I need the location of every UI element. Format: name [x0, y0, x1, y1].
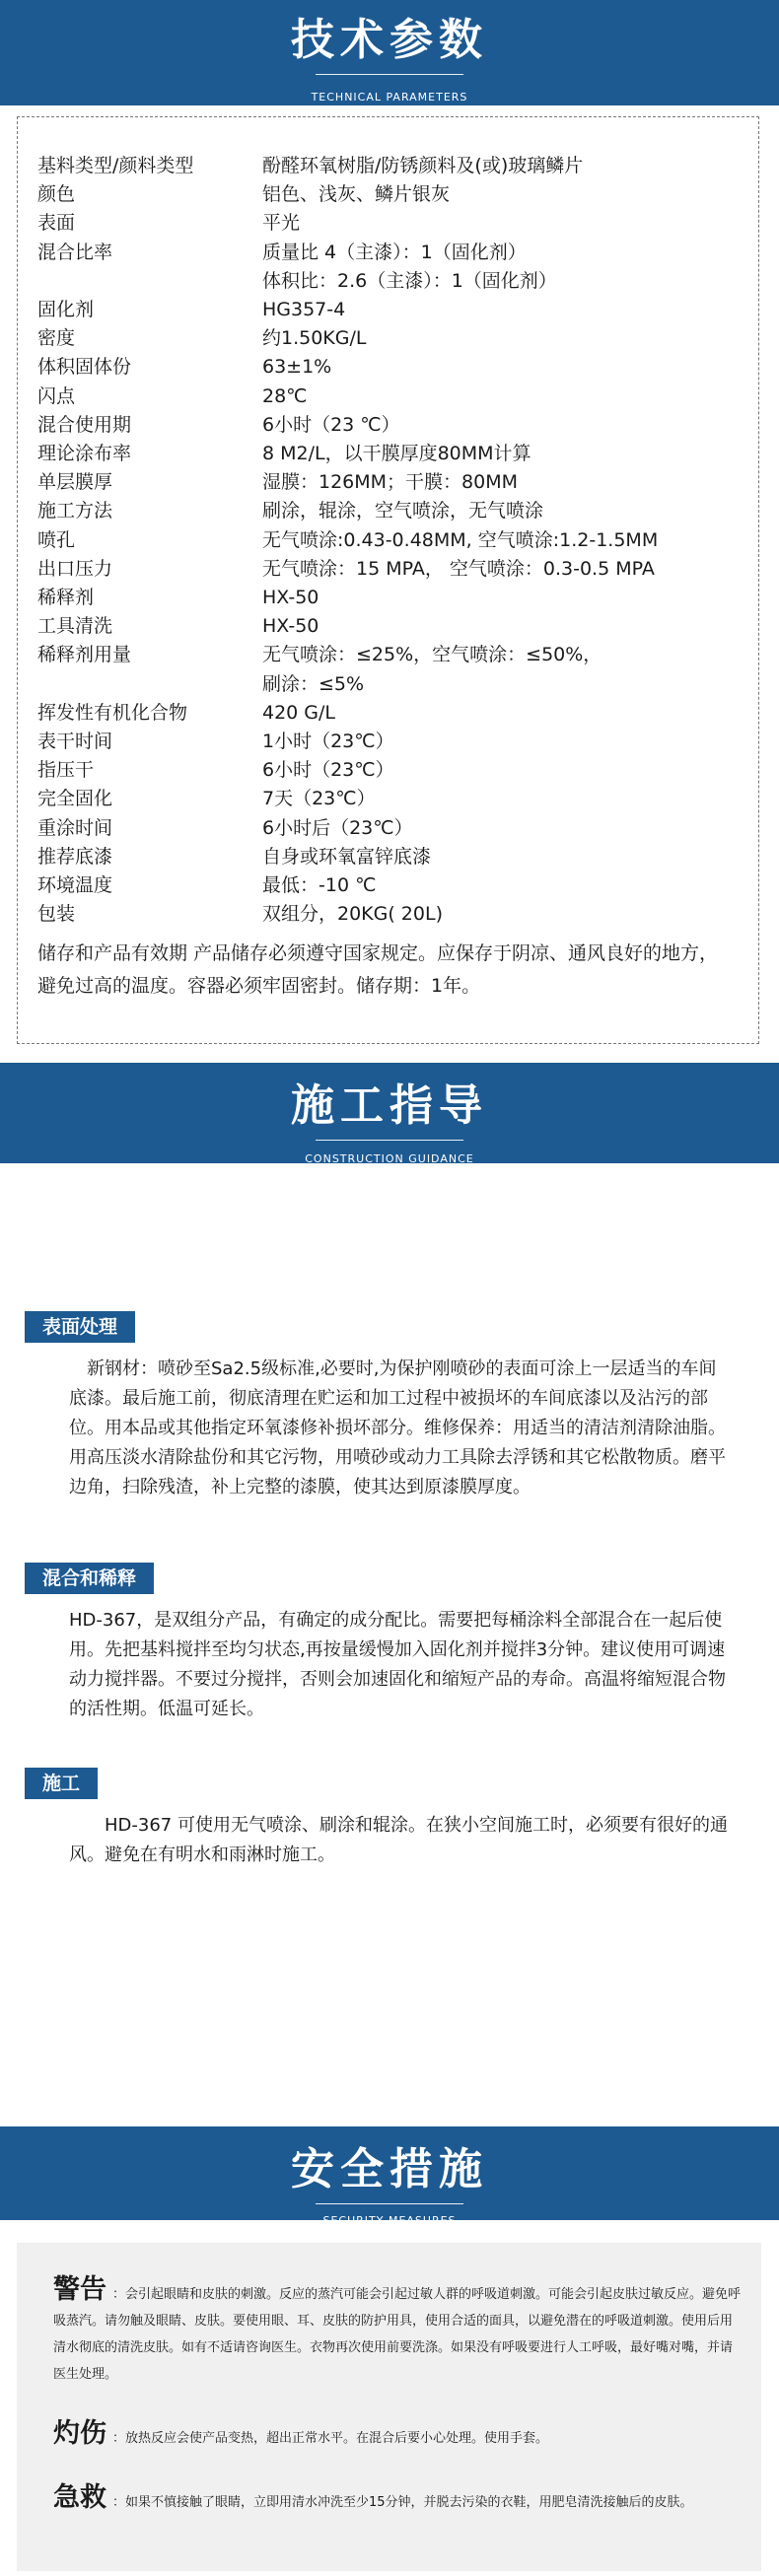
param-label: 表干时间: [37, 731, 113, 752]
param-label: 出口压力: [37, 558, 113, 580]
burn-item: [53, 2420, 744, 2452]
banner-subtitle: SECURITY MEASURES: [322, 2214, 457, 2227]
surface-prep-text: 新钢材：喷砂至Sa2.5级标准,必要时,为保护刚喷砂的表面可涂上一层适当的车间底漆。最后施工前，彻底清理在贮运和加工过程中被损坏的车间底漆以及沾污的部位。用本品或其他指定环氧漆修补损坏部分。维修保养：用适当的清洁剂清除油脂。用高压淡水清除盐份和其它污物，用喷砂或动力工具除去浮锈和其它松散物质。磨平边角，扫除残渣，补上完整的漆膜，使其达到原漆膜厚度。: [69, 1358, 726, 1497]
banner-title: 施工指导: [291, 1080, 488, 1131]
banner-title: 安全措施: [291, 2144, 488, 2194]
construction-guidance-banner: [0, 1063, 779, 1163]
param-label: 固化剂: [37, 299, 95, 320]
param-value: 铝色、浅灰、鳞片银灰: [262, 183, 451, 205]
param-label: 重涂时间: [37, 817, 113, 839]
param-value: 刷涂：≤5%: [262, 673, 365, 695]
param-label: 密度: [37, 327, 76, 349]
first-aid-text: ：如果不慎接触了眼睛，立即用清水冲洗至少15分钟，并脱去污染的衣鞋，用肥皂清洗接触后的皮肤。: [112, 2495, 693, 2510]
section-tag-application: 施工: [25, 1768, 98, 1799]
param-value: HG357-4: [262, 299, 346, 320]
param-label: 喷孔: [37, 529, 76, 551]
param-value: 63±1%: [262, 356, 332, 378]
param-value: 刷涂，辊涂，空气喷涂，无气喷涂: [262, 500, 544, 522]
param-value: 无气喷涂：15 MPA， 空气喷涂：0.3-0.5 MPA: [262, 558, 655, 580]
banner-subtitle: CONSTRUCTION GUIDANCE: [305, 1152, 474, 1165]
param-value: 7天（23℃）: [262, 788, 376, 809]
param-value: 28℃: [262, 385, 308, 407]
param-value: 6小时（23 ℃）: [262, 414, 400, 436]
param-label: 理论涂布率: [37, 443, 132, 464]
param-label: 单层膜厚: [37, 471, 113, 493]
param-label: 表面: [37, 212, 76, 234]
storage-info: 储存和产品有效期 产品储存必须遵守国家规定。应保存于阴凉、通风良好的地方，避免过高的温度。容器必须牢固密封。储存期：1年。: [37, 942, 719, 997]
param-value: 酚醛环氧树脂/防锈颜料及(或)玻璃鳞片: [262, 155, 584, 176]
param-label: 完全固化: [37, 788, 113, 809]
banner-divider: [316, 2203, 463, 2204]
param-value: 1小时（23℃）: [262, 731, 394, 752]
param-value: 体积比：2.6（主漆）：1（固化剂）: [262, 270, 557, 292]
param-label: 闪点: [37, 385, 76, 407]
section-tag-mixing: 混合和稀释: [25, 1563, 154, 1594]
burn-text: ：放热反应会使产品变热，超出正常水平。在混合后要小心处理。使用手套。: [112, 2431, 549, 2446]
param-label: 施工方法: [37, 500, 113, 522]
param-value: HX-50: [262, 587, 319, 608]
param-value: 420 G/L: [262, 702, 336, 724]
param-value: 无气喷涂：≤25%，空气喷涂：≤50%，: [262, 644, 602, 665]
param-value: 自身或环氧富锌底漆: [262, 846, 432, 868]
param-label: 基料类型/颜料类型: [37, 155, 194, 176]
param-label: 稀释剂用量: [37, 644, 132, 665]
technical-parameters-banner: [0, 0, 779, 105]
first-aid-item: [53, 2484, 744, 2516]
param-label: 混合比率: [37, 242, 113, 263]
banner-divider: [316, 74, 463, 75]
param-value: HX-50: [262, 615, 319, 637]
param-label: 包装: [37, 903, 76, 925]
warning-text: ：会引起眼睛和皮肤的刺激。反应的蒸汽可能会引起过敏人群的呼吸道刺激。可能会引起皮肤过敏反应。避免呼吸蒸汽。请勿触及眼睛、皮肤。要使用眼、耳、皮肤的防护用具，使用合适的面具，以避免潜在的呼吸道刺激。使用后用清水彻底的清洗皮肤。如有不适请咨询医生。衣物再次使用前要洗涤。如果没有呼吸要进行人工呼吸，最好嘴对嘴，并请医生处理。: [53, 2287, 742, 2382]
first-aid-heading: 急救: [53, 2482, 106, 2513]
param-label: 指压干: [37, 759, 95, 781]
param-label: 环境温度: [37, 874, 113, 896]
warning-heading: 警告: [53, 2274, 106, 2305]
param-value: 6小时（23℃）: [262, 759, 394, 781]
section-tag-surface-prep: 表面处理: [25, 1311, 135, 1343]
param-value: 无气喷涂:0.43-0.48MM, 空气喷涂:1.2-1.5MM: [262, 529, 659, 551]
param-label: 体积固体份: [37, 356, 132, 378]
param-value: 约1.50KG/L: [262, 327, 367, 349]
param-value: 8 M2/L，以干膜厚度80MM计算: [262, 443, 531, 464]
application-text: HD-367 可使用无气喷涂、刷涂和辊涂。在狭小空间施工时，必须要有很好的通风。避免在有明水和雨淋时施工。: [69, 1815, 728, 1865]
param-value: 平光: [262, 212, 301, 234]
param-value: 最低：-10 ℃: [262, 874, 377, 896]
param-label: 挥发性有机化合物: [37, 702, 188, 724]
banner-subtitle: TECHNICAL PARAMETERS: [311, 91, 468, 104]
param-value: 6小时后（23℃）: [262, 817, 413, 839]
param-label: 推荐底漆: [37, 846, 113, 868]
param-value: 湿膜：126MM；干膜：80MM: [262, 471, 519, 493]
safety-panel: [17, 2243, 761, 2571]
param-label: 稀释剂: [37, 587, 95, 608]
param-value: 双组分，20KG( 20L): [262, 903, 443, 925]
warning-item: [53, 2276, 744, 2388]
mixing-text: HD-367，是双组分产品，有确定的成分配比。需要把每桶涂料全部混合在一起后使用。先把基料搅拌至均匀状态,再按量缓慢加入固化剂并搅拌3分钟。建议使用可调速动力搅拌器。不要过分搅拌，否则会加速固化和缩短产品的寿命。高温将缩短混合物的活性期。低温可延长。: [69, 1610, 726, 1719]
security-measures-banner: [0, 2126, 779, 2227]
banner-divider: [316, 1140, 463, 1141]
burn-heading: 灼伤: [53, 2418, 106, 2449]
banner-title: 技术参数: [291, 15, 488, 65]
param-label: 混合使用期: [37, 414, 132, 436]
param-label: 颜色: [37, 183, 76, 205]
param-value: 质量比 4（主漆）：1（固化剂）: [262, 242, 527, 263]
param-label: 工具清洗: [37, 615, 113, 637]
